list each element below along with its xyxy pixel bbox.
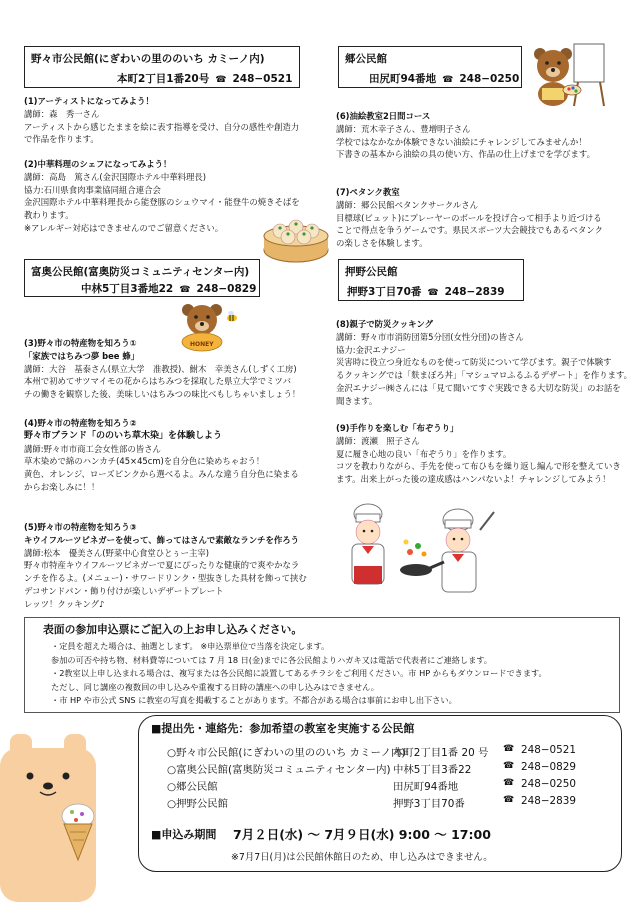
course-title: (1)アーティストになってみよう！ (24, 96, 154, 106)
hall-address: 中林5丁目3番地22 (81, 283, 174, 295)
course-4 (24, 417, 299, 494)
hall-box-nonoichi (24, 46, 300, 88)
course-line: 協力:石川県食肉事業協同組合連合会 (24, 184, 161, 195)
course-2 (24, 158, 300, 235)
course-title: (6)油絵教室2日間コース (336, 111, 431, 121)
submit-heading: ■提出先・連絡先：参加希望の教室を実施する公民館 (151, 722, 415, 735)
course-1 (24, 95, 299, 146)
submit-hall-address: 中林5丁目3番22 (393, 764, 472, 776)
submit-hall-name: ○郷公民館 (167, 781, 218, 793)
course-subtitle: 野々市ブランド「ののいち草木染」を体験しよう (24, 430, 223, 441)
phone-icon: ☎ (503, 761, 515, 771)
course-title: (4)野々市の特産物を知ろう② (24, 418, 137, 428)
submit-hall-address: 押野3丁目70番 (393, 798, 465, 810)
course-line: 学校ではなかなか体験できない油絵にチャレンジしてみませんか！ (336, 136, 587, 147)
course-line: で作品を作ります。 (24, 134, 99, 145)
shumai-illustration (262, 206, 330, 264)
submit-hall-phone: 248−0829 (521, 761, 576, 773)
phone-icon: ☎ (442, 75, 454, 85)
course-subtitle: 「家族ではちみつ夢 bee 蜂」 (24, 350, 140, 361)
phone-icon: ☎ (503, 778, 515, 788)
honey-label: HONEY (190, 341, 214, 348)
course-line: デコサンドパン・飾り付けが楽しいデザートプレート (24, 585, 224, 596)
hall-box-tomioku (24, 259, 260, 297)
course-line: 金沢エナジー㈱さんには「見て聞いてすぐ実践できる大切な防災」のお話を (336, 382, 621, 393)
hall-name: 富奥公民館(富奥防災コミュニティセンター内) (31, 266, 250, 278)
phone-icon: ☎ (179, 285, 191, 295)
course-line: 災害時に役立つ身近なものを使って防災について学びます。親子で体験す (336, 357, 612, 368)
course-title: (3)野々市の特産物を知ろう① (24, 338, 137, 348)
course-line: 目標球(ビュット)にプレーヤーのボールを投げ合って相手より近づける (336, 212, 602, 223)
submit-hall-address: 田尻町94番地 (393, 781, 459, 793)
course-line: コツを教わりながら、手先を使って布ひもを繰り返し編んで形を整えていき (336, 461, 621, 472)
chefs-illustration (340, 500, 500, 600)
course-line: ことで得点を争うゲームです。県民スポーツ大会競技でもあるペタンク (336, 225, 603, 236)
course-line: 講師：高島 篤さん(金沢国際ホテル中華料理長) (24, 171, 206, 182)
submit-hall-name: ○富奥公民館(富奥防災コミュニティセンター内) (167, 764, 391, 776)
hall-phone: 248−0829 (196, 283, 257, 295)
submit-hall-name: ○野々市公民館(にぎわいの里ののいち カミーノ内) (167, 747, 406, 759)
hall-box-go (338, 46, 522, 88)
course-line: チの働きを観察した後、美味しいはちみつの味比べもしちゃいましょう！ (24, 389, 301, 400)
course-title: (7)ペタンク教室 (336, 187, 400, 197)
course-line: 夏に履き心地の良い「布ぞうり」を作ります。 (336, 448, 512, 459)
course-line: ンチを作るよ。(メニュー)・サワードリンク・型抜きした具材を飾って挟む (24, 573, 307, 584)
course-line: 金沢国際ホテル中華料理長から能登豚のシュウマイ・能登牛の焼きそばを (24, 197, 300, 208)
dog-icecream-illustration (0, 720, 118, 902)
course-line: 協力:金沢エナジー (336, 344, 406, 355)
application-period-value: 7月２日(水) ～ 7月９日(水) 9:00 ～ 17:00 (233, 827, 491, 842)
course-6 (336, 110, 595, 161)
course-line: からお楽しみに！！ (24, 481, 100, 492)
course-subtitle: キウイフルーツビネガーを使って、飾ってはさんで素敵なランチを作ろう (24, 534, 300, 545)
course-line: 教わります。 (24, 210, 74, 221)
course-line: 講師:野々市市商工会女性部の皆さん (24, 443, 161, 454)
course-line: 講師：郷公民館ペタンクサークルさん (336, 199, 478, 210)
hall-phone: 248−0250 (459, 73, 520, 85)
course-title: (9)手作りを楽しむ「布ぞうり」 (336, 423, 459, 433)
course-title: (8)親子で防災クッキング (336, 319, 433, 329)
submit-hall-phone: 248−2839 (521, 795, 576, 807)
course-9 (336, 422, 621, 486)
course-3 (24, 337, 300, 401)
note-line: ただし、同じ講座の複数回の申し込みや重複する日時の講座への申し込みはできません。 (51, 681, 379, 692)
course-line: ます。出来上がった後の達成感はハンパないよ！チャレンジしてみよう！ (336, 474, 611, 485)
course-line: 黄色、オレンジ、ローズピンクから選べるよ。みんな違う自分色に染まる (24, 469, 299, 480)
phone-icon: ☎ (215, 75, 227, 85)
submit-hall-name: ○押野公民館 (167, 798, 229, 810)
course-line: 講師：野々市市消防団第5分団(女性分団)の皆さん (336, 331, 524, 342)
course-5 (24, 521, 307, 611)
submission-box (138, 715, 622, 872)
course-line: 講師：大谷 基泰さん(県立大学 准教授)、鮒木 幸美さん(しずく工房) (24, 363, 297, 374)
hall-phone: 248−2839 (444, 286, 505, 298)
phone-icon: ☎ (503, 744, 515, 754)
course-line: 野々市特産キウイフルーツビネガーで夏にぴったりな健康的で爽やかなラ (24, 560, 300, 571)
hall-name: 郷公民館 (345, 53, 387, 65)
application-notes-box (24, 617, 620, 713)
note-line: 参加の可否や持ち物、材料費等については 7 月 18 日(金)までに各公民館よりハガキ又は電話で代表者にご連絡します。 (51, 654, 492, 665)
course-line: 聞きます。 (336, 395, 378, 406)
course-line: アーティストから感じたままを絵に表す指導を受け、自分の感性や創造力 (24, 121, 300, 132)
course-title: (5)野々市の特産物を知ろう③ (24, 522, 137, 532)
course-line: 下書きの基本から油絵の具の使い方、作品の仕上げまでを学びます。 (336, 149, 595, 160)
course-line: 講師：森 秀一さん (24, 108, 100, 119)
submit-hall-phone: 248−0250 (521, 778, 576, 790)
course-line: 講師:松本 優美さん(野菜中心食堂ひとぅー主宰) (24, 547, 210, 558)
submit-hall-phone: 248−0521 (521, 744, 576, 756)
course-7 (336, 186, 603, 250)
hall-address: 田尻町94番地 (369, 73, 437, 85)
hall-phone: 248−0521 (232, 73, 293, 85)
course-8 (336, 318, 632, 408)
course-line: 草木染めで綿のハンカチ(45×45cm)を自分色に染めちゃおう！ (24, 456, 265, 467)
notes-heading: 表面の参加申込票にご記入の上お申し込みください。 (43, 623, 303, 636)
hall-address: 押野3丁目70番 (347, 286, 422, 298)
course-line: ※アレルギー対応はできませんのでご留意ください。 (24, 222, 224, 233)
hall-address: 本町2丁目1番20号 (117, 73, 210, 85)
phone-icon: ☎ (503, 795, 515, 805)
note-line: ・市 HP や市公式 SNS に教室の写真を掲載することがあります。不都合がある場合は事前にお申し出下さい。 (51, 695, 457, 706)
course-line: 講師：渡瀬 照子さん (336, 435, 420, 446)
closed-day-note: ※7月7日(月)は公民館休館日のため、申し込みはできません。 (231, 852, 493, 863)
hall-box-oshino (338, 259, 524, 301)
phone-icon: ☎ (427, 288, 439, 298)
application-period-label: ■申込み期間 (151, 828, 217, 841)
submit-hall-address: 本町2丁目1番 20 号 (393, 747, 489, 759)
course-line: 講師：荒木幸子さん、豊増明子さん (336, 123, 471, 134)
course-line: レッツ！クッキング♪ (24, 598, 105, 609)
note-line: ・2教室以上申し込まれる場合は、複写または各公民館に設置してあるチラシをご利用ください。市 HP からもダウンロードできます。 (51, 668, 547, 679)
course-title: (2)中華料理のシェフになってみよう！ (24, 159, 172, 169)
course-line: るクッキングでは「麩まぼろ丼」「マシュマロふるふるデザート」を作ります。 (336, 370, 633, 381)
bear-painter-illustration (528, 42, 608, 108)
hall-name: 押野公民館 (345, 266, 398, 278)
course-line: の楽しさを体験します。 (336, 238, 428, 249)
course-line: 本州で初めてサツマイモの花からはちみつを採取した県立大学でミツバ (24, 376, 291, 387)
note-line: ・定員を超えた場合は、抽選とします。 ※申込票単位で当落を決定します。 (51, 641, 330, 651)
hall-name: 野々市公民館(にぎわいの里ののいち カミーノ内) (31, 53, 265, 65)
